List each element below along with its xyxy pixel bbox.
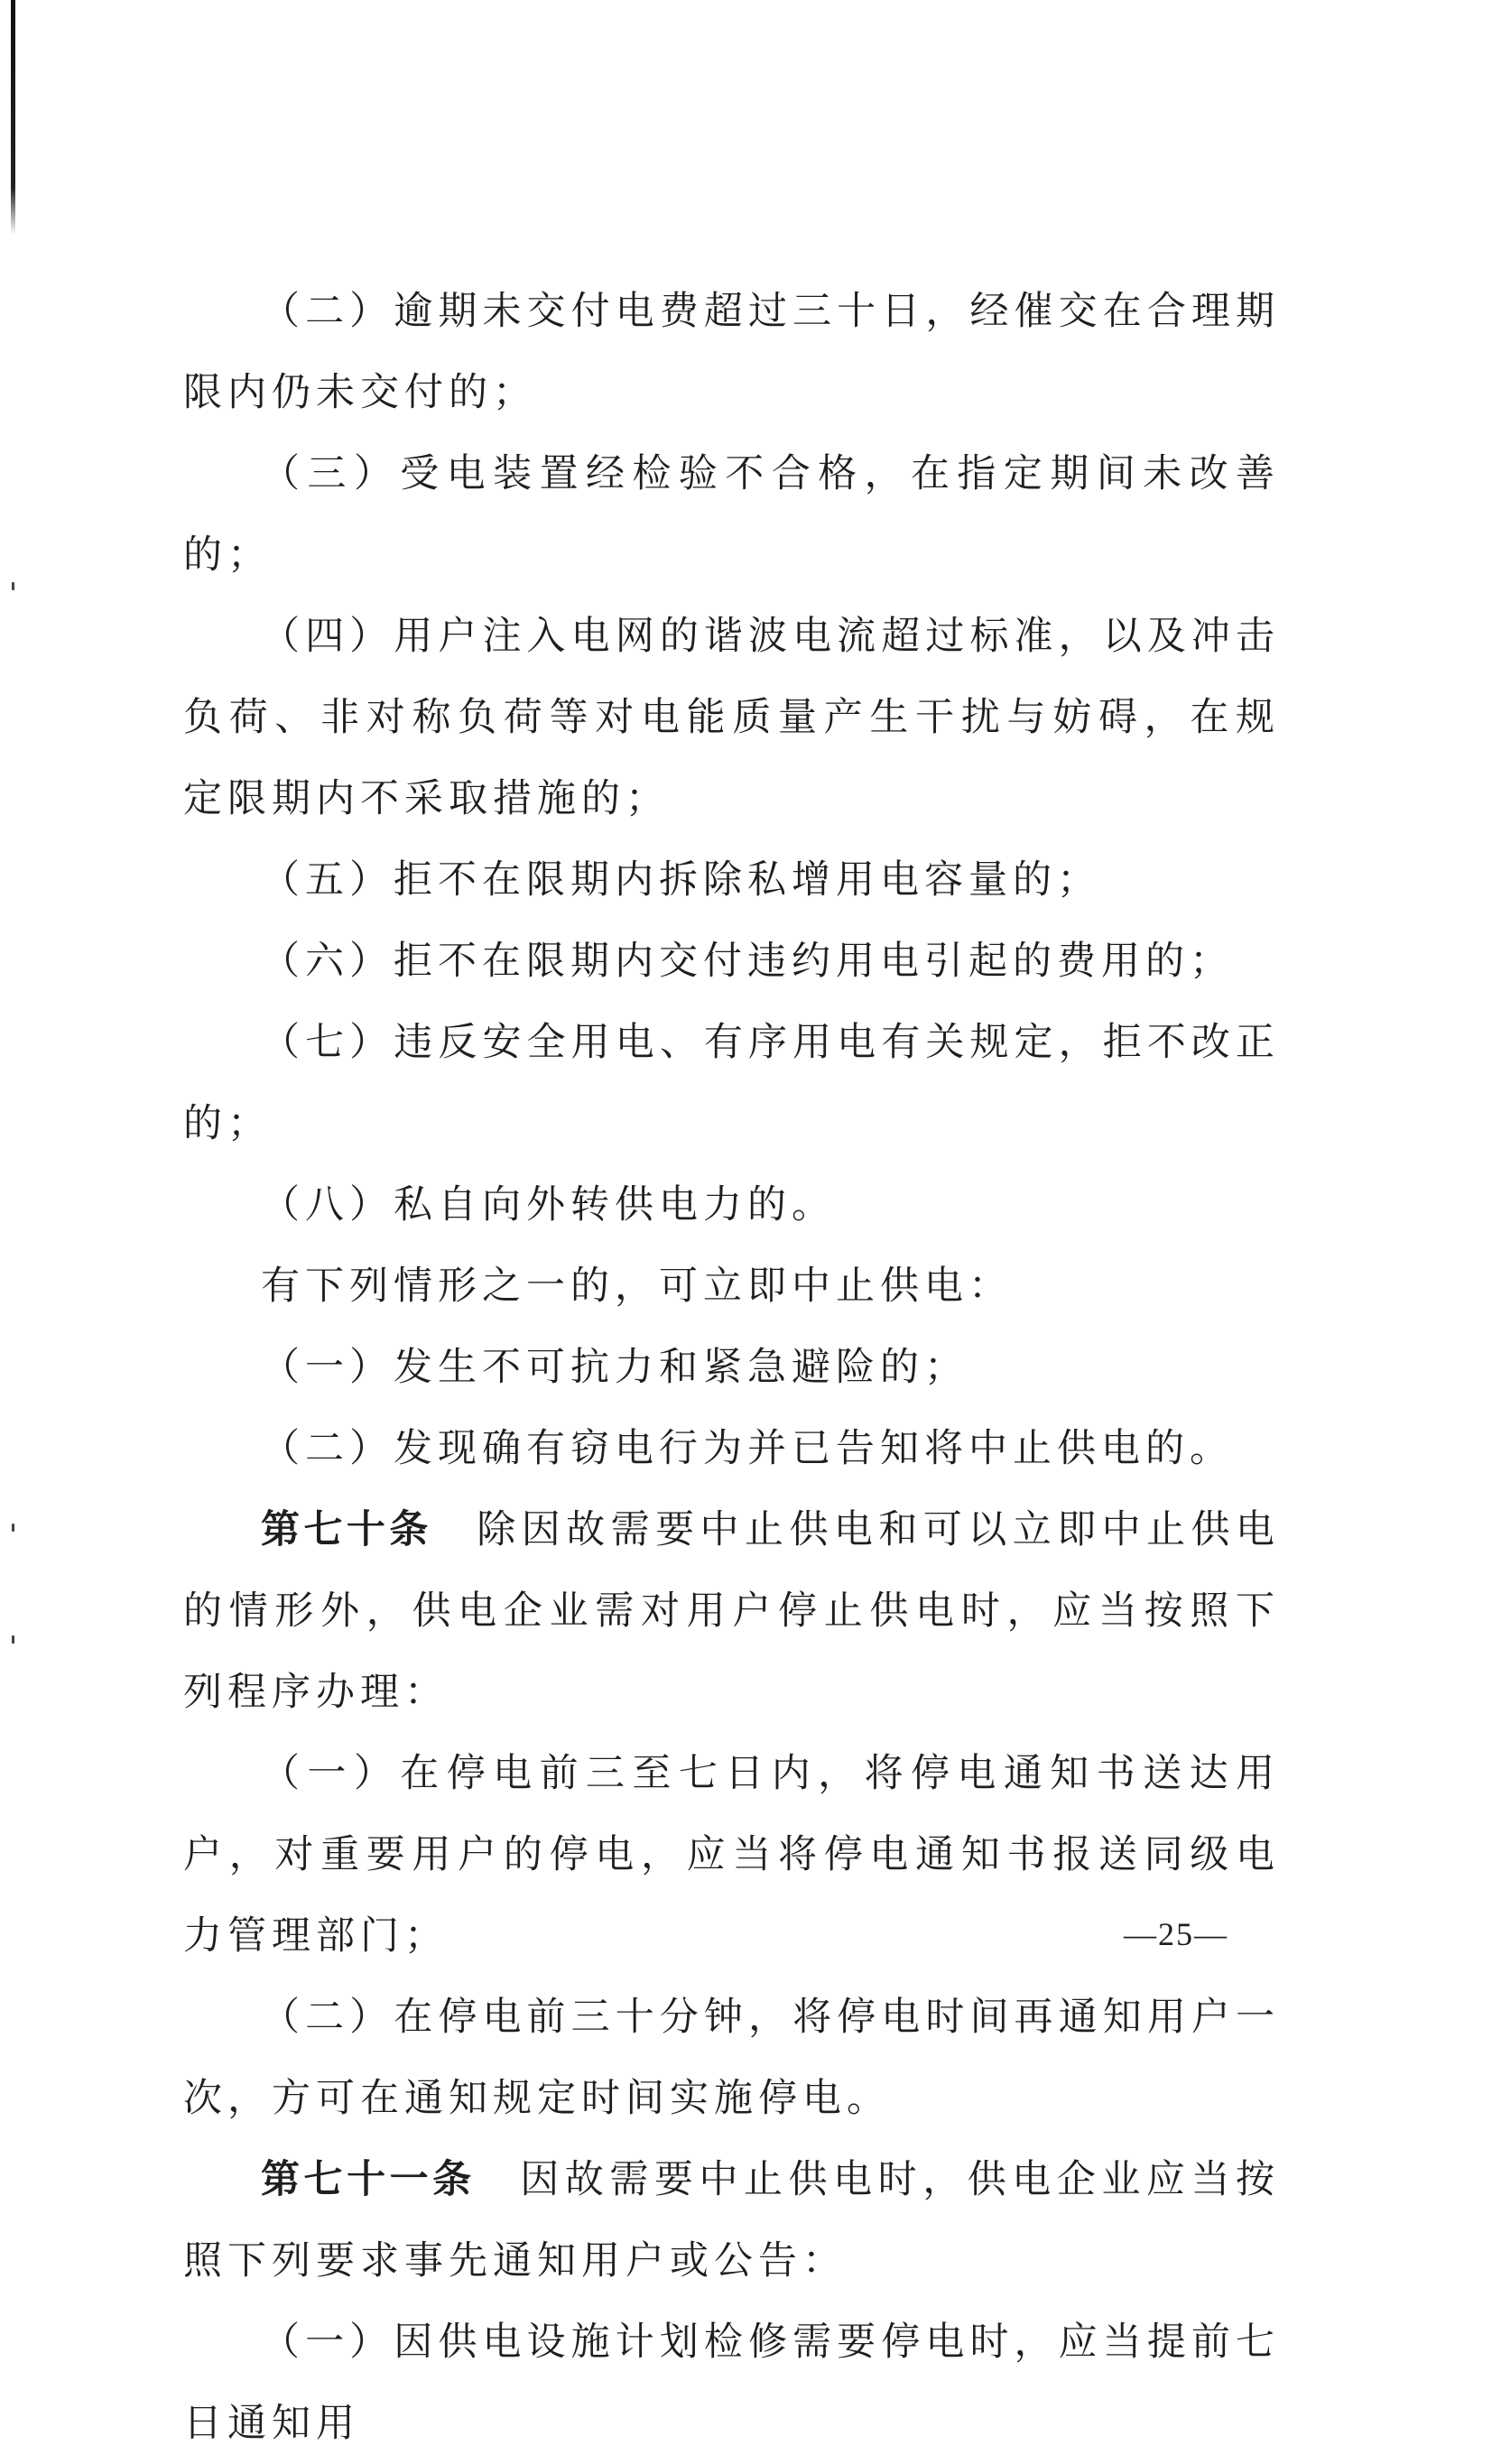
article-text: 因故需要中止供电时，供电企业应当按照下列要求事先通知用户或公告： <box>183 2157 1281 2283</box>
article-spacer <box>432 1507 477 1552</box>
article-spacer <box>476 2157 520 2202</box>
clause-item: （一）在停电前三至七日内，将停电通知书送达用户，对重要用户的停电，应当将停电通知书报送同级电力管理部门； <box>183 1751 1280 1959</box>
clause-item: （三）受电装置经检验不合格，在指定期间未改善的； <box>183 451 1280 578</box>
scan-speck <box>12 1635 14 1644</box>
clause-item: （二）发现确有窃电行为并已告知将中止供电的。 <box>261 1426 1234 1471</box>
clause-item: （四）用户注入电网的谐波电流超过标准，以及冲击负荷、非对称负荷等对电能质量产生干扰与妨碍，在规定限期内不采取措施的； <box>183 614 1280 821</box>
clause-item: （七）违反安全用电、有序用电有关规定，拒不改正的； <box>183 1020 1280 1146</box>
clause-item: （二）逾期未交付电费超过三十日，经催交在合理期限内仍未交付的； <box>183 289 1280 415</box>
page-number: —25— <box>1124 1916 1228 1952</box>
article-71 <box>183 2139 1280 2302</box>
clause-item: （八）私自向外转供电力的。 <box>261 1182 836 1227</box>
scan-speck <box>12 1524 14 1532</box>
clause-intro: 有下列情形之一的，可立即中止供电： <box>261 1264 1013 1309</box>
article-text: 除因故需要中止供电和可以立即中止供电的情形外，供电企业需对用户停止供电时，应当按照下列程序办理： <box>183 1507 1281 1715</box>
article-70 <box>183 1489 1280 1733</box>
article-heading: 第七十条 <box>261 1507 432 1552</box>
clause-item: （五）拒不在限期内拆除私增用电容量的； <box>261 857 1101 903</box>
document-body <box>183 271 1280 2464</box>
scan-speck <box>12 582 14 590</box>
clause-item: （一）因供电设施计划检修需要停电时，应当提前七日通知用 <box>183 2320 1280 2446</box>
article-heading: 第七十一条 <box>261 2157 476 2202</box>
clause-item: （一）发生不可抗力和紧急避险的； <box>261 1345 968 1390</box>
clause-item: （二）在停电前三十分钟，将停电时间再通知用户一次，方可在通知规定时间实施停电。 <box>183 1995 1280 2121</box>
clause-item: （六）拒不在限期内交付违约用电引起的费用的； <box>261 939 1234 984</box>
scan-edge-mark <box>11 0 15 235</box>
